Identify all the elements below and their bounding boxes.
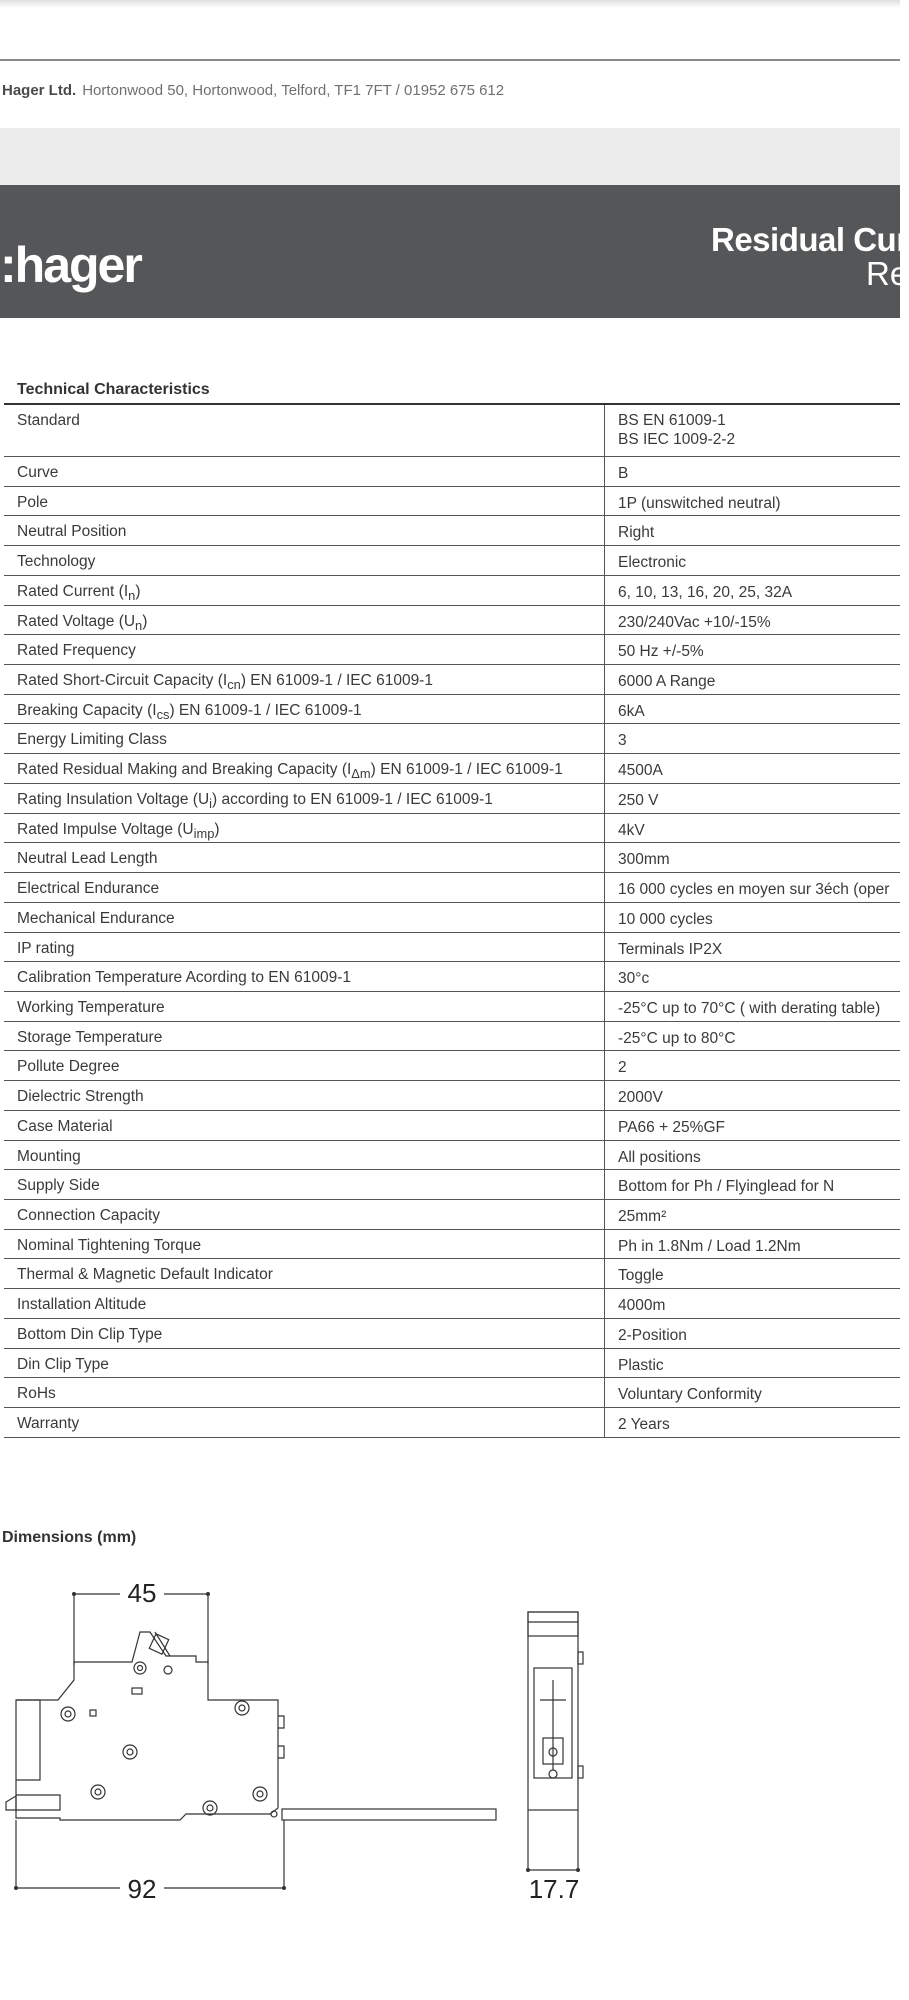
spec-label: Rated Frequency bbox=[4, 635, 605, 664]
spec-value bbox=[605, 695, 900, 724]
spec-label-text: ) bbox=[135, 582, 141, 600]
spec-row bbox=[4, 1200, 900, 1230]
spec-value-line: Right bbox=[618, 524, 655, 542]
spec-value bbox=[605, 1022, 900, 1051]
spec-value bbox=[605, 784, 900, 813]
spec-value-line: 250 V bbox=[618, 791, 659, 809]
spec-value-line: 230/240Vac +10/-15% bbox=[618, 613, 771, 631]
spec-value-line: B bbox=[618, 465, 629, 482]
spec-row bbox=[4, 695, 900, 725]
spec-value bbox=[605, 1230, 900, 1259]
spec-value-line: 2 bbox=[618, 1059, 627, 1077]
spec-label: Mounting bbox=[4, 1141, 605, 1170]
spec-value bbox=[605, 1349, 900, 1378]
spec-label: Neutral Position bbox=[4, 516, 605, 545]
spec-label: RoHs bbox=[4, 1378, 605, 1407]
spec-value-line: 30°c bbox=[618, 970, 650, 988]
spec-value-line: -25°C up to 70°C ( with derating table) bbox=[618, 999, 881, 1017]
spec-label: Standard bbox=[4, 405, 605, 456]
spec-row bbox=[4, 1408, 900, 1438]
spec-row bbox=[4, 962, 900, 992]
spec-label-subscript: cs bbox=[156, 706, 170, 722]
spec-label: Warranty bbox=[4, 1408, 605, 1437]
spec-value bbox=[605, 1170, 900, 1199]
spec-label-text: ) EN 61009-1 / IEC 61009-1 bbox=[240, 672, 433, 690]
spec-value bbox=[605, 933, 900, 962]
spec-label-text: ) according to EN 61009-1 / IEC 61009-1 bbox=[212, 790, 493, 808]
spec-value bbox=[605, 1111, 900, 1140]
spec-value-line: Terminals IP2X bbox=[618, 940, 723, 958]
spec-label-text: ) EN 61009-1 / IEC 61009-1 bbox=[370, 761, 563, 779]
spec-row bbox=[4, 1289, 900, 1319]
spec-value bbox=[605, 635, 900, 664]
spec-label bbox=[4, 754, 605, 783]
specs-title: Technical Characteristics bbox=[17, 381, 210, 398]
spec-label bbox=[4, 576, 605, 605]
spec-value bbox=[605, 1200, 900, 1229]
spec-value-line: Electronic bbox=[618, 554, 687, 572]
spec-row bbox=[4, 1022, 900, 1052]
spec-value-line: Voluntary Conformity bbox=[618, 1386, 762, 1404]
spec-row bbox=[4, 1051, 900, 1081]
spec-row bbox=[4, 1081, 900, 1111]
spec-label: Pole bbox=[4, 487, 605, 516]
product-banner bbox=[0, 185, 909, 318]
spec-label: Installation Altitude bbox=[4, 1289, 605, 1318]
spec-label: Technology bbox=[4, 546, 605, 575]
spec-row bbox=[4, 665, 900, 695]
spec-row bbox=[4, 487, 900, 517]
spec-label-text: ) EN 61009-1 / IEC 61009-1 bbox=[169, 701, 362, 719]
spec-value-line: 300mm bbox=[618, 851, 670, 869]
spec-label: Din Clip Type bbox=[4, 1349, 605, 1378]
spec-value bbox=[605, 873, 900, 902]
spec-label: Pollute Degree bbox=[4, 1051, 605, 1080]
spec-value bbox=[605, 814, 900, 843]
spec-label: Case Material bbox=[4, 1111, 605, 1140]
spec-label-text: Rated Short-Circuit Capacity (I bbox=[17, 672, 228, 690]
spec-row bbox=[4, 546, 900, 576]
spec-row bbox=[4, 814, 900, 844]
spec-value-line: 16 000 cycles en moyen sur 3éch (oper bbox=[618, 881, 890, 899]
spec-label: Energy Limiting Class bbox=[4, 724, 605, 753]
spec-row bbox=[4, 1170, 900, 1200]
spec-value bbox=[605, 665, 900, 694]
spec-label-text: Rated Voltage (U bbox=[17, 612, 136, 630]
spec-label bbox=[4, 814, 605, 843]
spec-value-line: 10 000 cycles bbox=[618, 910, 713, 928]
spec-value-line: BS IEC 1009-2-2 bbox=[618, 431, 736, 448]
dim-label-overall-length: 92 bbox=[127, 1874, 157, 1904]
spec-value-line: 4kV bbox=[618, 821, 645, 839]
spec-value bbox=[605, 1289, 900, 1318]
spec-value bbox=[605, 516, 900, 545]
spec-row bbox=[4, 576, 900, 606]
spec-value-line: -25°C up to 80°C bbox=[618, 1029, 736, 1047]
spec-row bbox=[4, 1111, 900, 1141]
spec-value-line: 3 bbox=[618, 732, 627, 750]
spec-label: Thermal & Magnetic Default Indicator bbox=[4, 1259, 605, 1288]
spec-value bbox=[605, 546, 900, 575]
spec-label: Calibration Temperature Acording to EN 61009-1 bbox=[4, 962, 605, 991]
spec-value bbox=[605, 405, 900, 456]
spec-row bbox=[4, 724, 900, 754]
spec-label-text: ) bbox=[142, 612, 148, 630]
spec-label-text: Rated Impulse Voltage (U bbox=[17, 820, 194, 838]
spec-value bbox=[605, 1319, 900, 1348]
spec-value bbox=[605, 724, 900, 753]
header-rule bbox=[0, 59, 900, 61]
spec-row bbox=[4, 606, 900, 636]
spec-label: Nominal Tightening Torque bbox=[4, 1230, 605, 1259]
spec-value-line: 4500A bbox=[618, 762, 663, 780]
spec-value-line: BS EN 61009-1 bbox=[618, 412, 726, 429]
spec-row bbox=[4, 1230, 900, 1260]
spec-label: Supply Side bbox=[4, 1170, 605, 1199]
spec-label bbox=[4, 606, 605, 635]
spec-value-line: 2000V bbox=[618, 1089, 663, 1107]
spec-value-line: All positions bbox=[618, 1148, 701, 1166]
spec-value-line: Plastic bbox=[618, 1356, 664, 1374]
spec-value-line: 2 Years bbox=[618, 1416, 670, 1433]
spec-row bbox=[4, 1141, 900, 1171]
spec-value-line: Ph in 1.8Nm / Load 1.2Nm bbox=[618, 1237, 801, 1255]
spec-value bbox=[605, 1051, 900, 1080]
spec-label bbox=[4, 695, 605, 724]
spec-row bbox=[4, 1349, 900, 1379]
spec-value-line: Bottom for Ph / Flyinglead for N bbox=[618, 1178, 835, 1196]
spec-value-line: 6, 10, 13, 16, 20, 25, 32A bbox=[618, 583, 793, 601]
dim-label-side-width: 17.7 bbox=[528, 1874, 580, 1904]
spec-value-line: 6000 A Range bbox=[618, 673, 716, 691]
spec-value-line: 4000m bbox=[618, 1297, 666, 1315]
spec-value bbox=[605, 606, 900, 635]
spec-value-line: 50 Hz +/-5% bbox=[618, 643, 704, 661]
spec-label: Connection Capacity bbox=[4, 1200, 605, 1229]
banner-subtitle: Re bbox=[866, 255, 909, 292]
spec-value-line: 25mm² bbox=[618, 1207, 667, 1225]
spec-label: Electrical Endurance bbox=[4, 873, 605, 902]
dim-label-top-width: 45 bbox=[127, 1578, 157, 1608]
grey-band bbox=[0, 128, 900, 185]
spec-value-line: PA66 + 25%GF bbox=[618, 1118, 725, 1136]
spec-row bbox=[4, 1259, 900, 1289]
spec-label: Bottom Din Clip Type bbox=[4, 1319, 605, 1348]
spec-row bbox=[4, 784, 900, 814]
hager-logo bbox=[0, 237, 160, 297]
spec-label: Curve bbox=[4, 457, 605, 486]
spec-label bbox=[4, 665, 605, 694]
spec-value bbox=[605, 1141, 900, 1170]
technical-characteristics-section bbox=[4, 376, 900, 1438]
spec-label: IP rating bbox=[4, 933, 605, 962]
banner-title: Residual Cur bbox=[711, 221, 909, 258]
spec-row bbox=[4, 635, 900, 665]
spec-value-line: 6kA bbox=[618, 702, 645, 720]
specs-table bbox=[4, 403, 900, 1438]
spec-label-subscript: Δm bbox=[351, 766, 371, 782]
spec-label-subscript: i bbox=[209, 796, 213, 811]
spec-value bbox=[605, 457, 900, 486]
spec-value bbox=[605, 576, 900, 605]
spec-label-text: Breaking Capacity (I bbox=[17, 701, 157, 719]
spec-row bbox=[4, 873, 900, 903]
spec-row bbox=[4, 933, 900, 963]
company-name: Hager Ltd. bbox=[2, 82, 77, 99]
spec-row bbox=[4, 992, 900, 1022]
spec-value-line: 1P (unswitched neutral) bbox=[618, 494, 781, 512]
spec-label: Working Temperature bbox=[4, 992, 605, 1021]
company-address-line bbox=[2, 82, 504, 99]
spec-row bbox=[4, 843, 900, 873]
spec-value bbox=[605, 962, 900, 991]
spec-row bbox=[4, 1319, 900, 1349]
spec-value bbox=[605, 1378, 900, 1407]
dimensions-title: Dimensions (mm) bbox=[2, 1529, 137, 1546]
spec-label-text: Rating Insulation Voltage (U bbox=[17, 790, 210, 808]
spec-value bbox=[605, 1081, 900, 1110]
spec-row bbox=[4, 1378, 900, 1408]
spec-value bbox=[605, 1259, 900, 1288]
spec-value-line: 2-Position bbox=[618, 1326, 687, 1344]
spec-label: Dielectric Strength bbox=[4, 1081, 605, 1110]
spec-row bbox=[4, 516, 900, 546]
spec-row bbox=[4, 903, 900, 933]
spec-value bbox=[605, 992, 900, 1021]
spec-label-text: Rated Residual Making and Breaking Capacity (I bbox=[17, 761, 352, 779]
spec-value bbox=[605, 843, 900, 872]
spec-row bbox=[4, 405, 900, 457]
spec-label: Mechanical Endurance bbox=[4, 903, 605, 932]
spec-label: Neutral Lead Length bbox=[4, 843, 605, 872]
spec-value bbox=[605, 903, 900, 932]
spec-row bbox=[4, 457, 900, 487]
spec-label: Storage Temperature bbox=[4, 1022, 605, 1051]
spec-value bbox=[605, 1408, 900, 1437]
logo-wordmark: :hager bbox=[0, 237, 141, 293]
spec-label-subscript: n bbox=[128, 587, 136, 603]
spec-label-subscript: n bbox=[135, 617, 143, 633]
spec-label-subscript: cn bbox=[227, 677, 241, 693]
spec-value bbox=[605, 754, 900, 783]
spec-value-line: Toggle bbox=[618, 1267, 664, 1285]
spec-label-subscript: imp bbox=[193, 825, 215, 841]
spec-label-text: ) bbox=[214, 820, 220, 838]
spec-row bbox=[4, 754, 900, 784]
spec-label bbox=[4, 784, 605, 813]
company-address: Hortonwood 50, Hortonwood, Telford, TF1 7FT / 01952 675 612 bbox=[82, 82, 505, 99]
top-shadow bbox=[0, 0, 900, 8]
spec-value bbox=[605, 487, 900, 516]
dimension-drawing bbox=[0, 1570, 900, 1910]
spec-label-text: Rated Current (I bbox=[17, 582, 129, 600]
